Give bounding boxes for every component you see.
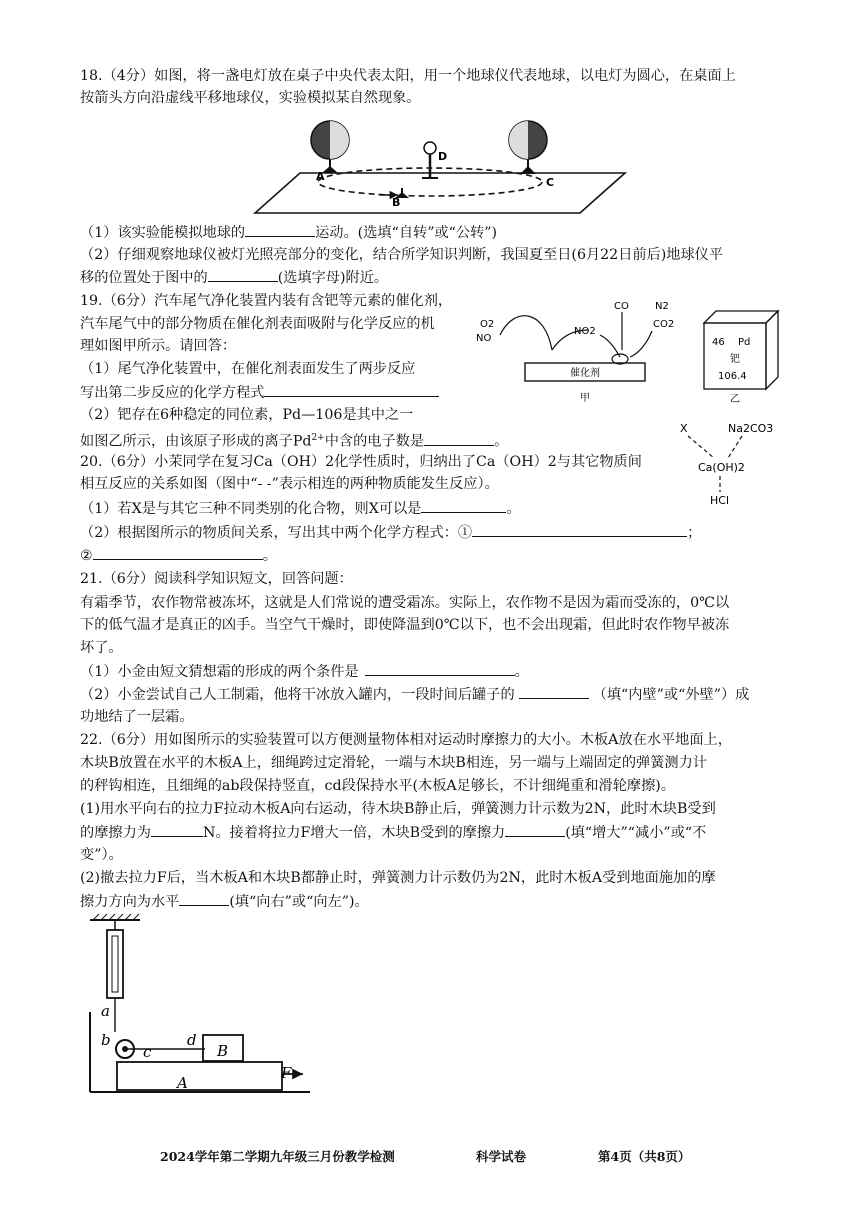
svg-text:c: c — [143, 1043, 152, 1061]
table-top — [255, 173, 625, 213]
q20-sub1: （1）若X是与其它三种不同类别的化合物，则X可以是 。 — [80, 498, 521, 519]
q20-sub2-line1: （2）根据图所示的物质间关系，写出其中两个化学方程式：① ； — [80, 522, 701, 543]
q18-sub1: （1）该实验能模拟地球的 运动。(选填“自转”或“公转”) — [80, 222, 497, 243]
q19-sub1-line1: （1）尾气净化装置中，在催化剂表面发生了两步反应 — [80, 361, 416, 377]
q18-line2: 按箭头方向沿虚线平移地球仪，实验模拟某自然现象。 — [80, 90, 421, 106]
q22-sub1-line1: (1)用水平向右的拉力F拉动木板A向右运动，待木块B静止后，弹簧测力计示数为2N，此时木块B受到 — [80, 801, 716, 817]
q22-sub2-line1: (2)撤去拉力F后，当木板A和木块B都静止时，弹簧测力计示数仍为2N，此时木板A受到地面施加的摩 — [80, 870, 716, 886]
q19-line1: 19.（6分）汽车尾气净化装置内装有含钯等元素的催化剂， — [80, 293, 453, 309]
q20-sub2-line2: ② 。 — [80, 545, 277, 566]
svg-text:NO: NO — [476, 333, 492, 344]
svg-text:B: B — [217, 1042, 229, 1060]
q22-figure — [85, 912, 315, 1097]
board-a — [117, 1062, 282, 1090]
answer-blank[interactable] — [365, 661, 515, 676]
globe-left — [311, 121, 349, 173]
svg-text:O2: O2 — [480, 319, 495, 330]
q22-line2: 木块B放置在水平的木板A上，细绳跨过定滑轮，一端与木块B相连，另一端与上端固定的弹簧测力计 — [80, 755, 707, 771]
q20-figure — [670, 418, 790, 508]
spring-scale — [107, 930, 123, 998]
svg-text:NO2: NO2 — [574, 326, 596, 337]
answer-blank[interactable] — [151, 822, 203, 837]
svg-text:CO2: CO2 — [653, 319, 675, 330]
q21-sub1: （1）小金由短文猜想霜的形成的两个条件是 。 — [80, 661, 529, 682]
svg-text:N2: N2 — [655, 301, 669, 312]
svg-text:B: B — [392, 196, 401, 209]
q21-line1: 21.（6分）阅读科学知识短文，回答问题： — [80, 571, 353, 587]
footer-subject: 科学试卷 — [476, 1149, 527, 1164]
q18-figure — [250, 118, 630, 218]
answer-blank[interactable] — [505, 822, 565, 837]
q18-line1: 18.（4分）如图，将一盏电灯放在桌子中央代表太阳，用一个地球仪代表地球，以电灯为圆心，在桌面上 — [80, 68, 736, 84]
answer-blank[interactable] — [421, 498, 506, 513]
svg-text:46: 46 — [712, 337, 725, 348]
answer-blank[interactable] — [179, 891, 229, 906]
answer-blank[interactable] — [208, 267, 278, 282]
q22-sub1-line3: 变”）。 — [80, 847, 123, 863]
svg-text:CO: CO — [614, 301, 629, 312]
footer-exam-title: 2024学年第二学期九年级三月份教学检测 — [160, 1149, 395, 1164]
q21-passage-line1: 有霜季节，农作物常被冻坏，这就是人们常说的遭受霜冻。实际上，农作物不是因为霜而受冻的，0℃以 — [80, 595, 730, 611]
globe-right — [509, 121, 547, 174]
svg-text:钯: 钯 — [730, 354, 740, 365]
q22-line1: 22.（6分）用如图所示的实验装置可以方便测量物体相对运动时摩擦力的大小。木板A放在水平地面上， — [80, 732, 732, 748]
svg-text:a: a — [101, 1002, 110, 1020]
svg-text:HCl: HCl — [710, 494, 730, 507]
svg-text:Ca(OH)2: Ca(OH)2 — [698, 461, 745, 474]
q19-sub2-line2: 如图乙所示，由该原子形成的离子$Pd^{2+}$中含的电子数是 。 — [80, 428, 508, 452]
q19-figure-jia — [470, 295, 675, 410]
svg-text:C: C — [546, 176, 555, 189]
svg-text:D: D — [438, 150, 448, 163]
q19-figure-yi — [700, 305, 785, 405]
answer-blank[interactable] — [245, 222, 315, 237]
svg-text:A: A — [316, 170, 325, 183]
q21-passage-line3: 坏了。 — [80, 640, 123, 656]
svg-text:Na2CO3: Na2CO3 — [728, 422, 774, 435]
svg-text:甲: 甲 — [580, 393, 590, 404]
answer-blank[interactable] — [519, 684, 589, 699]
q19-sub1-line2: 写出第二步反应的化学方程式 — [80, 382, 439, 403]
answer-blank[interactable] — [264, 382, 439, 397]
q22-sub2-line2: 擦力方向为水平 (填“向右”或“向左”)。 — [80, 891, 369, 912]
q22-line3: 的秤钩相连，且细绳的ab段保持竖直，cd段保持水平(木板A足够长，不计细绳重和滑轮摩擦)。 — [80, 778, 676, 794]
q21-sub2-line1: （2）小金尝试自己人工制霜，他将干冰放入罐内，一段时间后罐子的 （填“内壁”或“外壁”）成 — [80, 684, 749, 705]
svg-text:Pd: Pd — [738, 337, 751, 348]
q20-line2: 相互反应的关系如图（图中“- -”表示相连的两种物质能发生反应）。 — [80, 476, 499, 492]
svg-text:d: d — [187, 1031, 197, 1049]
svg-text:A: A — [177, 1074, 188, 1092]
q19-line3: 理如图甲所示。请回答： — [80, 338, 237, 354]
svg-text:106.4: 106.4 — [718, 371, 747, 382]
svg-text:F: F — [281, 1064, 292, 1082]
q19-sub2-line1: （2）钯存在6种稳定的同位素，Pd—106是其中之一 — [80, 407, 414, 423]
q18-sub2-line1: （2）仔细观察地球仪被灯光照亮部分的变化，结合所学知识判断，我国夏至日(6月22日前后)地球仪平 — [80, 247, 724, 263]
q18-sub2-line2: 移的位置处于图中的 (选填字母)附近。 — [80, 267, 388, 288]
svg-text:催化剂: 催化剂 — [570, 368, 600, 379]
svg-text:X: X — [680, 422, 688, 435]
q22-sub1-line2: 的摩擦力为 N。接着将拉力F增大一倍，木块B受到的摩擦力 (填“增大”“减小”或“不 — [80, 822, 706, 843]
q21-sub2-line2: 功地结了一层霜。 — [80, 709, 194, 725]
svg-text:乙: 乙 — [730, 394, 740, 405]
answer-blank[interactable] — [93, 545, 263, 560]
footer-page-number: 第4页（共8页） — [598, 1149, 691, 1164]
q21-passage-line2: 下的低气温才是真正的凶手。当空气干燥时，即使降温到0℃以下，也不会出现霜，但此时农作物早被冻 — [80, 617, 730, 633]
answer-blank[interactable] — [424, 431, 494, 446]
q20-line1: 20.（6分）小茉同学在复习Ca（OH）2化学性质时，归纳出了Ca（OH）2与其它物质间 — [80, 454, 642, 470]
answer-blank[interactable] — [472, 522, 687, 537]
q19-line2: 汽车尾气中的部分物质在催化剂表面吸附与化学反应的机 — [80, 316, 435, 332]
svg-text:b: b — [101, 1031, 111, 1049]
